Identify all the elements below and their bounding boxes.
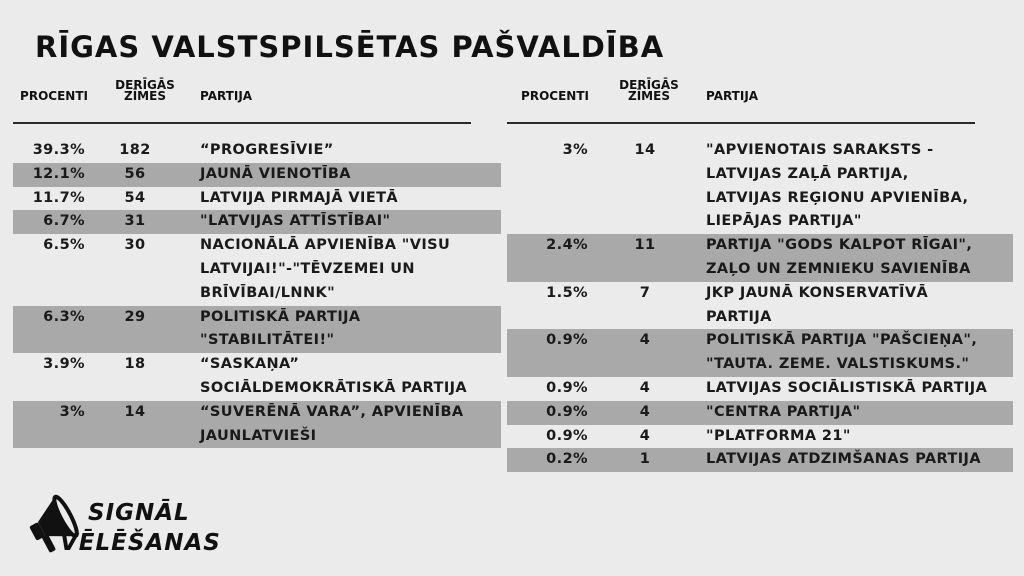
percent-cell: 6.7% bbox=[43, 213, 85, 230]
table-rows bbox=[13, 139, 501, 448]
party-cell bbox=[175, 163, 351, 187]
party-cell bbox=[175, 401, 464, 449]
table-rows bbox=[507, 139, 1013, 472]
table-row bbox=[13, 187, 501, 211]
party-name-line: "TAUTA. ZEME. VALSTISKUMS." bbox=[706, 356, 970, 373]
party-name-line: BRĪVĪBAI/LNNK" bbox=[200, 284, 336, 301]
party-name-line: "APVIENOTAIS SARAKSTS - bbox=[706, 142, 934, 158]
party-cell bbox=[687, 401, 860, 425]
valid-ballots-cell: 7 bbox=[639, 284, 651, 301]
valid-ballots-cell: 182 bbox=[119, 142, 151, 158]
party-cell bbox=[175, 306, 361, 354]
results-table-left bbox=[13, 76, 501, 448]
header-procenti: PROCENTI bbox=[521, 89, 589, 103]
valid-ballots-cell: 14 bbox=[634, 142, 656, 158]
table-header bbox=[507, 76, 975, 124]
percent-cell: 3.9% bbox=[43, 356, 85, 373]
logo-line-2: VĒLĒŠANAS bbox=[60, 530, 221, 556]
party-name-line: NACIONĀLĀ APVIENĪBA "VISU bbox=[200, 237, 451, 254]
party-cell bbox=[687, 377, 987, 401]
signal-velesanas-logo bbox=[26, 490, 236, 560]
table-row bbox=[507, 425, 1013, 449]
party-cell bbox=[175, 210, 390, 234]
party-name-line: LATVIJAS REĢIONU APVIENĪBA, bbox=[706, 189, 969, 206]
table-row bbox=[507, 401, 1013, 425]
party-name-line: JAUNĀ VIENOTĪBA bbox=[200, 165, 351, 182]
table-row bbox=[13, 139, 501, 163]
header-zimes: DERĪGĀS ZĪMES bbox=[619, 78, 679, 103]
party-name-line: POLITISKĀ PARTIJA "PAŠCIEŅA", bbox=[706, 332, 978, 349]
party-cell bbox=[687, 139, 968, 234]
table-row bbox=[507, 329, 1013, 377]
party-cell bbox=[175, 187, 398, 211]
party-name-line: LATVIJAS ZAĻĀ PARTIJA, bbox=[706, 165, 909, 182]
percent-cell: 11.7% bbox=[32, 189, 85, 206]
party-name-line: LATVIJAS SOCIĀLISTISKĀ PARTIJA bbox=[706, 379, 988, 396]
party-name-line: “SUVERĒNĀ VARA”, APVIENĪBA bbox=[200, 403, 464, 420]
percent-cell: 0.9% bbox=[546, 403, 588, 420]
percent-cell: 0.2% bbox=[546, 451, 588, 468]
percent-cell: 6.5% bbox=[43, 237, 85, 254]
party-name-line: "LATVIJAS ATTĪSTĪBAI" bbox=[200, 213, 391, 230]
table-row bbox=[13, 401, 501, 449]
percent-cell: 3% bbox=[59, 403, 85, 420]
logo-line-1: SIGNĀL bbox=[88, 500, 190, 526]
page-title: RĪGAS VALSTSPILSĒTAS PAŠVALDĪBA bbox=[35, 30, 665, 64]
table-row bbox=[13, 210, 501, 234]
valid-ballots-cell: 18 bbox=[124, 356, 146, 373]
header-zimes: DERĪGĀS ZĪMES bbox=[115, 78, 175, 103]
valid-ballots-cell: 54 bbox=[124, 189, 146, 206]
table-row bbox=[507, 377, 1013, 401]
percent-cell: 1.5% bbox=[546, 284, 588, 301]
party-name-line: PARTIJA bbox=[706, 308, 772, 325]
party-name-line: LATVIJAS ATDZIMŠANAS PARTIJA bbox=[706, 451, 981, 468]
valid-ballots-cell: 4 bbox=[639, 332, 651, 349]
percent-cell: 0.9% bbox=[546, 379, 588, 396]
table-row bbox=[507, 282, 1013, 330]
party-cell bbox=[687, 234, 972, 282]
party-name-line: LATVIJAI!"-"TĒVZEMEI UN bbox=[200, 260, 415, 277]
percent-cell: 2.4% bbox=[546, 237, 588, 254]
results-table-right bbox=[507, 76, 1013, 472]
percent-cell: 0.9% bbox=[546, 427, 588, 444]
valid-ballots-cell: 14 bbox=[124, 403, 146, 420]
party-name-line: “PROGRESĪVIE” bbox=[200, 142, 334, 158]
table-row bbox=[507, 448, 1013, 472]
party-cell bbox=[687, 329, 977, 377]
party-cell bbox=[687, 448, 981, 472]
party-name-line: "PLATFORMA 21" bbox=[706, 427, 851, 444]
valid-ballots-cell: 56 bbox=[124, 165, 146, 182]
party-cell bbox=[175, 353, 467, 401]
percent-cell: 0.9% bbox=[546, 332, 588, 349]
table-row bbox=[507, 234, 1013, 282]
party-name-line: JKP JAUNĀ KONSERVATĪVĀ bbox=[706, 284, 929, 301]
party-cell bbox=[687, 425, 851, 449]
table-row bbox=[13, 163, 501, 187]
valid-ballots-cell: 1 bbox=[639, 451, 651, 468]
party-name-line: JAUNLATVIEŠI bbox=[200, 427, 317, 444]
party-cell bbox=[175, 139, 334, 163]
party-name-line: "CENTRA PARTIJA" bbox=[706, 403, 861, 420]
party-cell bbox=[687, 282, 928, 330]
party-cell bbox=[175, 234, 450, 305]
header-partija: PARTIJA bbox=[706, 89, 759, 103]
party-name-line: "STABILITĀTEI!" bbox=[200, 332, 335, 349]
percent-cell: 12.1% bbox=[32, 165, 85, 182]
percent-cell: 39.3% bbox=[32, 142, 85, 158]
percent-cell: 3% bbox=[562, 142, 588, 158]
valid-ballots-cell: 11 bbox=[634, 237, 656, 254]
table-row bbox=[13, 353, 501, 401]
valid-ballots-cell: 31 bbox=[124, 213, 146, 230]
header-partija: PARTIJA bbox=[200, 89, 253, 103]
valid-ballots-cell: 4 bbox=[639, 379, 651, 396]
valid-ballots-cell: 4 bbox=[639, 427, 651, 444]
party-name-line: LATVIJA PIRMAJĀ VIETĀ bbox=[200, 189, 399, 206]
percent-cell: 6.3% bbox=[43, 308, 85, 325]
table-row bbox=[13, 306, 501, 354]
table-header bbox=[13, 76, 471, 124]
valid-ballots-cell: 29 bbox=[124, 308, 146, 325]
header-procenti: PROCENTI bbox=[20, 89, 88, 103]
valid-ballots-cell: 4 bbox=[639, 403, 651, 420]
table-row bbox=[13, 234, 501, 305]
valid-ballots-cell: 30 bbox=[124, 237, 146, 254]
party-name-line: “SASKAŅA” bbox=[200, 356, 300, 373]
party-name-line: ZAĻO UN ZEMNIEKU SAVIENĪBA bbox=[706, 260, 971, 277]
party-name-line: PARTIJA "GODS KALPOT RĪGAI", bbox=[706, 237, 973, 254]
party-name-line: SOCIĀLDEMOKRĀTISKĀ PARTIJA bbox=[200, 379, 468, 396]
party-name-line: LIEPĀJAS PARTIJA" bbox=[706, 213, 862, 230]
party-name-line: POLITISKĀ PARTIJA bbox=[200, 308, 361, 325]
table-row bbox=[507, 139, 1013, 234]
